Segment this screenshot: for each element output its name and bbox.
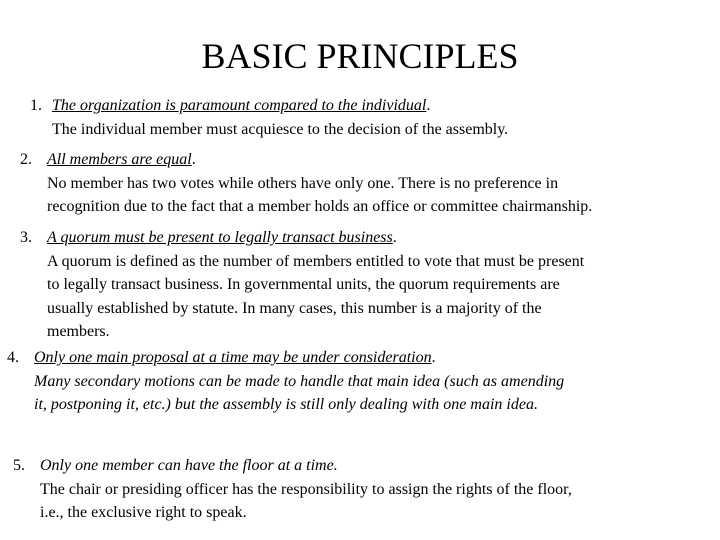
principle-body-line: i.e., the exclusive right to speak. [40,504,247,521]
principle-number: 5. [13,457,25,474]
principle-number: 4. [7,349,19,366]
principle-heading: A quorum must be present to legally transact business [47,229,393,246]
principle-body-line: recognition due to the fact that a member holds an office or committee chairmanship. [47,198,593,215]
principle-item-2 [20,148,680,219]
principle-number: 2. [20,151,32,168]
principle-number: 1. [30,97,42,114]
principle-heading-line [20,226,680,250]
principle-body-line: The chair or presiding officer has the responsibility to assign the rights of the floor, [40,480,572,498]
principle-heading-line [7,346,667,370]
principle-heading-line [30,94,650,118]
principle-heading-suffix: . [392,229,397,246]
principle-body-line: Many secondary motions can be made to handle that main idea (such as amending [34,372,565,390]
principle-heading-line [20,148,680,172]
principle-item-5 [13,454,673,525]
principle-body-line: A quorum is defined as the number of members entitled to vote that must be present [47,252,585,270]
principle-item-3 [20,226,680,344]
principle-body-line: it, postponing it, etc.) but the assembly is still only dealing with one main idea. [34,396,538,413]
principle-body-line: No member has two votes while others have only one. There is no preference in [47,174,559,192]
principle-heading: Only one main proposal at a time may be under consideration [34,349,432,366]
principle-item-4 [7,346,667,417]
principle-number: 3. [20,229,32,246]
principle-heading-suffix: . [426,97,431,114]
principle-heading: Only one member can have the floor at a time. [40,457,338,474]
principle-body-line: The individual member must acquiesce to the decision of the assembly. [52,120,509,138]
principle-heading: All members are equal [47,151,192,168]
principle-item-1 [30,94,650,141]
principle-heading-suffix: . [431,349,436,366]
principle-body-line: usually established by statute. In many cases, this number is a majority of the [47,299,542,317]
principle-heading: The organization is paramount compared to the individual [52,97,427,114]
principle-heading-suffix: . [191,151,196,168]
slide-title: BASIC PRINCIPLES [201,36,519,76]
principle-body-line: to legally transact business. In governmental units, the quorum requirements are [47,276,560,293]
principle-heading-line [13,454,673,478]
principle-body-line: members. [47,323,110,340]
